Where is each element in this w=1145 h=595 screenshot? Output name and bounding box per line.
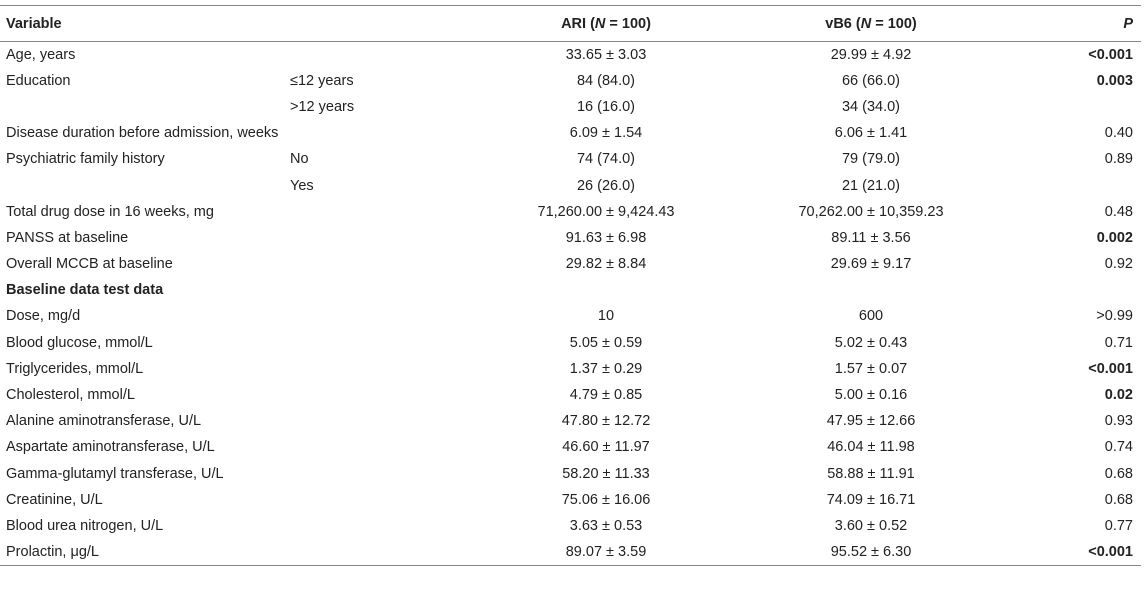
cell-subgroup: [286, 42, 476, 68]
cell-vb6: 46.04 ± 11.98: [827, 439, 915, 456]
table-row: [0, 199, 1141, 225]
cell-subgroup: [286, 382, 476, 408]
cell-ari: 74 (74.0): [576, 151, 636, 168]
cell-variable: Aspartate aminotransferase, U/L: [6, 439, 215, 456]
cell-p-value: [1006, 94, 1141, 120]
table-row: [0, 251, 1141, 277]
cell-subgroup: [286, 408, 476, 434]
baseline-characteristics-table: [0, 5, 1141, 566]
cell-vb6: 3.60 ± 0.52: [834, 517, 908, 534]
cell-vb6: 95.52 ± 6.30: [736, 539, 1006, 565]
cell-subgroup: Yes: [290, 177, 314, 194]
cell-variable: Overall MCCB at baseline: [6, 256, 173, 273]
header-subgroup: [286, 6, 476, 42]
cell-p-value: 0.68: [1104, 465, 1133, 482]
table-row: [0, 225, 1141, 251]
cell-subgroup: No: [290, 151, 309, 168]
cell-vb6: 29.99 ± 4.92: [830, 46, 912, 63]
cell-ari: 46.60 ± 11.97: [562, 439, 650, 456]
cell-p-value: <0.001: [1088, 46, 1133, 63]
cell-p-value: 0.68: [1104, 491, 1133, 508]
cell-p-value: [1006, 172, 1141, 198]
cell-subgroup: [286, 303, 476, 329]
cell-vb6: 34 (34.0): [841, 98, 901, 115]
section-header-row: [0, 277, 1141, 303]
header-variable: Variable: [0, 6, 286, 42]
cell-ari: 89.07 ± 3.59: [476, 539, 736, 565]
cell-subgroup: [286, 539, 476, 565]
cell-variable: Prolactin, μg/L: [0, 539, 286, 565]
cell-ari: 16 (16.0): [576, 98, 636, 115]
cell-subgroup: [286, 434, 476, 460]
cell-subgroup: [286, 120, 476, 146]
cell-variable: Disease duration before admission, weeks: [6, 125, 279, 142]
header-vb6-count: = 100): [871, 15, 917, 32]
cell-ari: 4.79 ± 0.85: [569, 387, 643, 404]
cell-p-value: [1006, 277, 1141, 303]
cell-ari: 33.65 ± 3.03: [565, 46, 647, 63]
table-row: [0, 539, 1141, 565]
cell-ari: 75.06 ± 16.06: [561, 491, 651, 508]
cell-ari: 10: [597, 308, 615, 325]
cell-p-value: 0.48: [1104, 203, 1133, 220]
cell-ari: [476, 277, 736, 303]
cell-vb6: 29.69 ± 9.17: [830, 256, 912, 273]
cell-variable: Blood urea nitrogen, U/L: [6, 517, 164, 534]
table-row: [0, 382, 1141, 408]
cell-subgroup: >12 years: [290, 98, 355, 115]
table-row: [0, 172, 1141, 198]
table-row: [0, 42, 1141, 68]
table-row: [0, 513, 1141, 539]
table-row: [0, 68, 1141, 94]
cell-ari: 29.82 ± 8.84: [565, 256, 647, 273]
cell-subgroup: [286, 199, 476, 225]
header-p-value: P: [1006, 6, 1141, 42]
cell-ari: 47.80 ± 12.72: [561, 413, 651, 430]
cell-variable: Psychiatric family history: [6, 151, 165, 168]
cell-p-value: 0.89: [1104, 151, 1133, 168]
cell-vb6: 79 (79.0): [841, 151, 901, 168]
cell-p-value: 0.77: [1104, 517, 1133, 534]
cell-variable: [0, 94, 286, 120]
cell-variable: Dose, mg/d: [6, 308, 81, 325]
header-vb6: [736, 6, 1006, 42]
table-row: [0, 330, 1141, 356]
cell-vb6: 74.09 ± 16.71: [826, 491, 916, 508]
header-row: [0, 6, 1141, 42]
header-ari-label: ARI (: [561, 15, 595, 32]
cell-variable: Total drug dose in 16 weeks, mg: [6, 203, 214, 220]
cell-vb6: 5.02 ± 0.43: [834, 334, 908, 351]
cell-variable: Education: [6, 72, 71, 89]
table-header: [0, 6, 1141, 42]
cell-variable: Creatinine, U/L: [6, 491, 103, 508]
cell-subgroup: [286, 251, 476, 277]
cell-ari: 71,260.00 ± 9,424.43: [537, 203, 675, 220]
cell-vb6: 600: [858, 308, 884, 325]
header-vb6-label: vB6 (: [825, 15, 861, 32]
cell-subgroup: [286, 513, 476, 539]
cell-vb6: 70,262.00 ± 10,359.23: [798, 203, 944, 220]
cell-subgroup: [286, 356, 476, 382]
cell-variable: Cholesterol, mmol/L: [6, 387, 135, 404]
table-row: [0, 487, 1141, 513]
table-row: [0, 146, 1141, 172]
cell-vb6: 47.95 ± 12.66: [826, 413, 916, 430]
cell-p-value: 0.92: [1104, 256, 1133, 273]
cell-ari: 26 (26.0): [576, 177, 636, 194]
cell-vb6: [736, 277, 1006, 303]
table-row: [0, 303, 1141, 329]
cell-vb6: 58.88 ± 11.91: [827, 465, 915, 482]
cell-variable: Age, years: [6, 46, 76, 63]
cell-ari: 84 (84.0): [576, 72, 636, 89]
cell-vb6: 21 (21.0): [841, 177, 901, 194]
table-body: [0, 42, 1141, 566]
cell-vb6: 66 (66.0): [841, 72, 901, 89]
cell-ari: 91.63 ± 6.98: [565, 229, 647, 246]
cell-subgroup: ≤12 years: [290, 72, 354, 89]
cell-p-value: 0.02: [1104, 387, 1133, 404]
cell-subgroup: [286, 487, 476, 513]
cell-subgroup: [286, 330, 476, 356]
table-row: [0, 408, 1141, 434]
cell-variable: Blood glucose, mmol/L: [6, 334, 153, 351]
cell-vb6: 5.00 ± 0.16: [834, 387, 908, 404]
cell-variable: Gamma-glutamyl transferase, U/L: [6, 465, 224, 482]
cell-vb6: 89.11 ± 3.56: [831, 229, 911, 246]
cell-p-value: 0.93: [1104, 413, 1133, 430]
table-row: [0, 120, 1141, 146]
table-row: [0, 461, 1141, 487]
cell-variable: Triglycerides, mmol/L: [6, 360, 144, 377]
header-ari-count: = 100): [605, 15, 651, 32]
cell-ari: 3.63 ± 0.53: [569, 517, 643, 534]
header-ari-n: N: [594, 15, 606, 32]
table-row: [0, 356, 1141, 382]
cell-subgroup: [286, 461, 476, 487]
cell-variable: Alanine aminotransferase, U/L: [6, 413, 202, 430]
cell-subgroup: [286, 277, 476, 303]
cell-p-value: >0.99: [1096, 308, 1133, 325]
cell-p-value: 0.40: [1104, 125, 1133, 142]
table-row: [0, 94, 1141, 120]
cell-p-value: 0.71: [1104, 334, 1133, 351]
header-vb6-n: N: [860, 15, 872, 32]
cell-p-value: 0.002: [1096, 229, 1133, 246]
cell-p-value: 0.74: [1104, 439, 1133, 456]
header-ari: [476, 6, 736, 42]
cell-p-value: 0.003: [1096, 72, 1133, 89]
cell-ari: 6.09 ± 1.54: [569, 125, 643, 142]
cell-variable: PANSS at baseline: [6, 229, 129, 246]
cell-ari: 1.37 ± 0.29: [569, 360, 643, 377]
cell-p-value: <0.001: [1006, 539, 1141, 565]
cell-variable: [0, 172, 286, 198]
cell-p-value: <0.001: [1088, 360, 1133, 377]
cell-vb6: 1.57 ± 0.07: [834, 360, 908, 377]
section-title: Baseline data test data: [6, 282, 164, 299]
cell-subgroup: [286, 225, 476, 251]
cell-vb6: 6.06 ± 1.41: [834, 125, 908, 142]
cell-ari: 5.05 ± 0.59: [569, 334, 643, 351]
table-row: [0, 434, 1141, 460]
cell-ari: 58.20 ± 11.33: [562, 465, 650, 482]
